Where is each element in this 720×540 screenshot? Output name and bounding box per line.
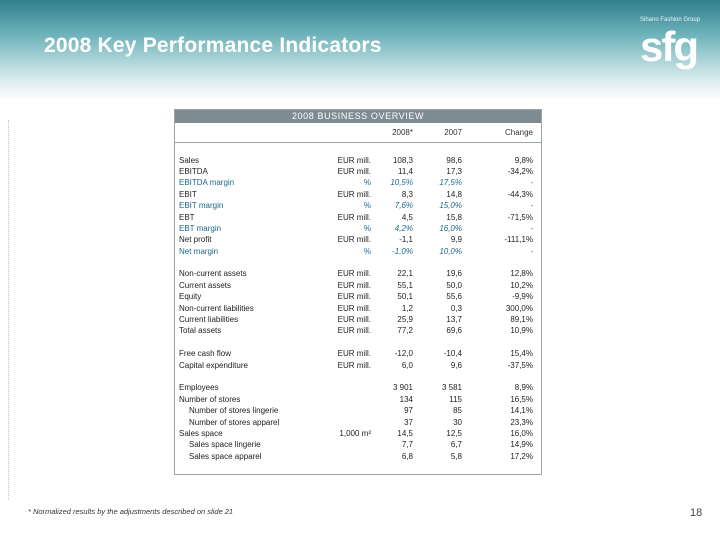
footnote: * Normalized results by the adjustments described on slide 21: [28, 507, 234, 516]
row-label: Free cash flow: [179, 349, 232, 359]
row-value-2007: 85: [453, 406, 462, 416]
row-change: -: [530, 178, 533, 188]
row-label: Number of stores apparel: [189, 417, 280, 427]
row-unit: EUR mill.: [337, 235, 371, 245]
row-value-2008: -12,0: [394, 349, 413, 359]
row-change: 12,8%: [510, 269, 533, 279]
row-unit: EUR mill.: [337, 315, 371, 325]
row-unit: EUR mill.: [337, 349, 371, 359]
table-row: [175, 291, 541, 302]
section-spacer: [175, 257, 541, 268]
row-value-2008: 22,1: [397, 269, 413, 279]
header-2007: 2007: [444, 128, 462, 137]
table-row: [175, 394, 541, 405]
row-value-2008: 4,5: [401, 212, 413, 222]
table-row: [175, 200, 541, 211]
row-label: Capital expenditure: [179, 360, 248, 370]
row-change: 8,9%: [514, 383, 533, 393]
row-unit: %: [363, 201, 371, 211]
table-row: [175, 280, 541, 291]
table-row: [175, 268, 541, 279]
row-value-2008: 3 901: [392, 383, 413, 393]
table-banner: 2008 BUSINESS OVERVIEW: [175, 110, 541, 123]
table-row: [175, 223, 541, 234]
row-label: Net margin: [179, 246, 219, 256]
row-value-2007: 17,5%: [439, 178, 462, 188]
row-value-2008: -1,1: [399, 235, 413, 245]
row-label: Current liabilities: [179, 315, 239, 325]
row-label: EBIT: [179, 189, 197, 199]
row-value-2007: 9,9: [450, 235, 462, 245]
row-label: Sales space lingerie: [189, 440, 261, 450]
row-value-2007: 98,6: [446, 155, 462, 165]
logo-tagline: Sihano Fashion Group: [640, 17, 701, 23]
row-label: Non-current assets: [179, 269, 247, 279]
row-value-2007: 115: [449, 394, 462, 404]
row-unit: EUR mill.: [337, 326, 371, 336]
kpi-table: [174, 109, 542, 475]
row-value-2007: 14,8: [446, 189, 462, 199]
row-value-2008: 14,5: [397, 428, 413, 438]
row-value-2008: 25,9: [397, 315, 413, 325]
row-change: 14,9%: [510, 440, 533, 450]
table-row: [175, 359, 541, 370]
table-row: [175, 246, 541, 257]
row-unit: EUR mill.: [337, 166, 371, 176]
row-value-2007: 6,7: [450, 440, 462, 450]
row-value-2008: 1,2: [401, 303, 413, 313]
row-change: -: [530, 223, 533, 233]
row-value-2008: 11,4: [398, 166, 413, 176]
row-label: Current assets: [179, 280, 232, 290]
table-row: [175, 416, 541, 427]
page-number: 18: [690, 507, 703, 519]
table-row: [175, 189, 541, 200]
row-value-2008: 55,1: [397, 280, 413, 290]
table-row: [175, 348, 541, 359]
row-value-2008: 10,5%: [390, 178, 413, 188]
row-value-2007: 19,6: [446, 269, 462, 279]
row-value-2007: 0,3: [450, 303, 462, 313]
row-label: EBITDA: [179, 166, 208, 176]
row-unit: EUR mill.: [337, 280, 371, 290]
row-change: 14,1%: [510, 406, 533, 416]
row-unit: %: [363, 246, 371, 256]
row-value-2007: -10,4: [443, 349, 462, 359]
row-change: 23,3%: [510, 417, 533, 427]
row-value-2007: 13,7: [446, 315, 462, 325]
row-change: 9,8%: [514, 155, 533, 165]
header-change: Change: [504, 128, 533, 137]
left-dotted-rule: [8, 120, 9, 500]
row-label: Sales: [179, 155, 200, 165]
row-unit: %: [363, 178, 371, 188]
row-change: 10,2%: [510, 280, 533, 290]
row-value-2007: 16,0%: [439, 223, 462, 233]
row-value-2007: 30: [453, 417, 462, 427]
row-change: -34,2%: [507, 166, 533, 176]
row-label: Sales space: [179, 428, 223, 438]
row-unit: EUR mill.: [337, 303, 371, 313]
section-spacer: [175, 371, 541, 382]
row-value-2007: 3 581: [441, 383, 462, 393]
row-label: Employees: [179, 383, 219, 393]
row-value-2008: 7,6%: [394, 201, 413, 211]
section-spacer: [175, 143, 541, 154]
row-label: EBIT margin: [179, 201, 224, 211]
row-label: Non-current liabilities: [179, 303, 254, 313]
row-value-2008: 134: [399, 394, 413, 404]
row-value-2007: 12,5: [446, 428, 462, 438]
row-label: Total assets: [179, 326, 222, 336]
table-row: [175, 302, 541, 313]
row-value-2008: 77,2: [397, 326, 413, 336]
table-row: [175, 382, 541, 393]
row-value-2008: 50,1: [397, 292, 413, 302]
row-value-2007: 9,6: [450, 360, 462, 370]
table-row: [175, 428, 541, 439]
row-unit: EUR mill.: [337, 292, 371, 302]
row-unit: %: [363, 223, 371, 233]
row-change: 89,1%: [510, 315, 533, 325]
row-label: EBITDA margin: [179, 178, 235, 188]
table-header-row: [175, 123, 541, 143]
row-unit: EUR mill.: [337, 155, 371, 165]
sfg-logo: sfg: [640, 23, 697, 70]
table-row: [175, 166, 541, 177]
slide-title: 2008 Key Performance Indicators: [44, 34, 382, 57]
table-row: [175, 325, 541, 336]
row-unit: 1,000 m²: [339, 428, 371, 438]
table-body: [175, 143, 541, 462]
row-value-2008: 108,3: [392, 155, 413, 165]
row-value-2007: 15,0%: [439, 201, 462, 211]
row-change: -44,3%: [507, 189, 533, 199]
row-value-2008: 6,0: [401, 360, 413, 370]
table-row: [175, 439, 541, 450]
table-row: [175, 405, 541, 416]
row-change: 15,4%: [510, 349, 533, 359]
row-value-2008: 8,3: [401, 189, 413, 199]
header-2008: 2008*: [392, 128, 413, 137]
row-label: Sales space apparel: [189, 451, 262, 461]
row-label: Net profit: [179, 235, 212, 245]
table-row: [175, 154, 541, 165]
row-value-2008: -1,0%: [392, 246, 413, 256]
row-change: -: [530, 201, 533, 211]
row-unit: EUR mill.: [337, 189, 371, 199]
row-change: 17,2%: [510, 451, 533, 461]
row-change: 300,0%: [505, 303, 533, 313]
row-label: Number of stores lingerie: [189, 406, 279, 416]
row-change: -37,5%: [507, 360, 533, 370]
row-value-2007: 55,6: [446, 292, 462, 302]
row-label: Equity: [179, 292, 202, 302]
table-row: [175, 177, 541, 188]
table-row: [175, 211, 541, 222]
row-change: 16,0%: [510, 428, 533, 438]
row-value-2007: 17,3: [446, 166, 462, 176]
section-spacer: [175, 337, 541, 348]
row-label: EBT margin: [179, 223, 222, 233]
row-unit: EUR mill.: [337, 269, 371, 279]
row-label: Number of stores: [179, 394, 241, 404]
row-value-2007: 50,0: [446, 280, 462, 290]
row-change: -9,9%: [512, 292, 533, 302]
row-change: 16,5%: [510, 394, 533, 404]
row-value-2008: 97: [404, 406, 413, 416]
row-label: EBT: [179, 212, 195, 222]
table-bottom-padding: [175, 462, 541, 474]
row-change: -: [530, 246, 533, 256]
row-value-2008: 6,8: [401, 451, 413, 461]
table-row: [175, 234, 541, 245]
row-value-2007: 69,6: [446, 326, 462, 336]
row-unit: EUR mill.: [337, 212, 371, 222]
table-row: [175, 451, 541, 462]
row-unit: EUR mill.: [337, 360, 371, 370]
row-value-2008: 4,2%: [394, 223, 413, 233]
row-value-2007: 10,0%: [439, 246, 462, 256]
row-change: -111,1%: [504, 235, 533, 245]
table-row: [175, 314, 541, 325]
row-value-2007: 5,8: [450, 451, 462, 461]
row-change: -71,5%: [507, 212, 533, 222]
row-value-2008: 7,7: [401, 440, 413, 450]
row-change: 10,9%: [510, 326, 533, 336]
row-value-2008: 37: [404, 417, 413, 427]
row-value-2007: 15,8: [446, 212, 462, 222]
